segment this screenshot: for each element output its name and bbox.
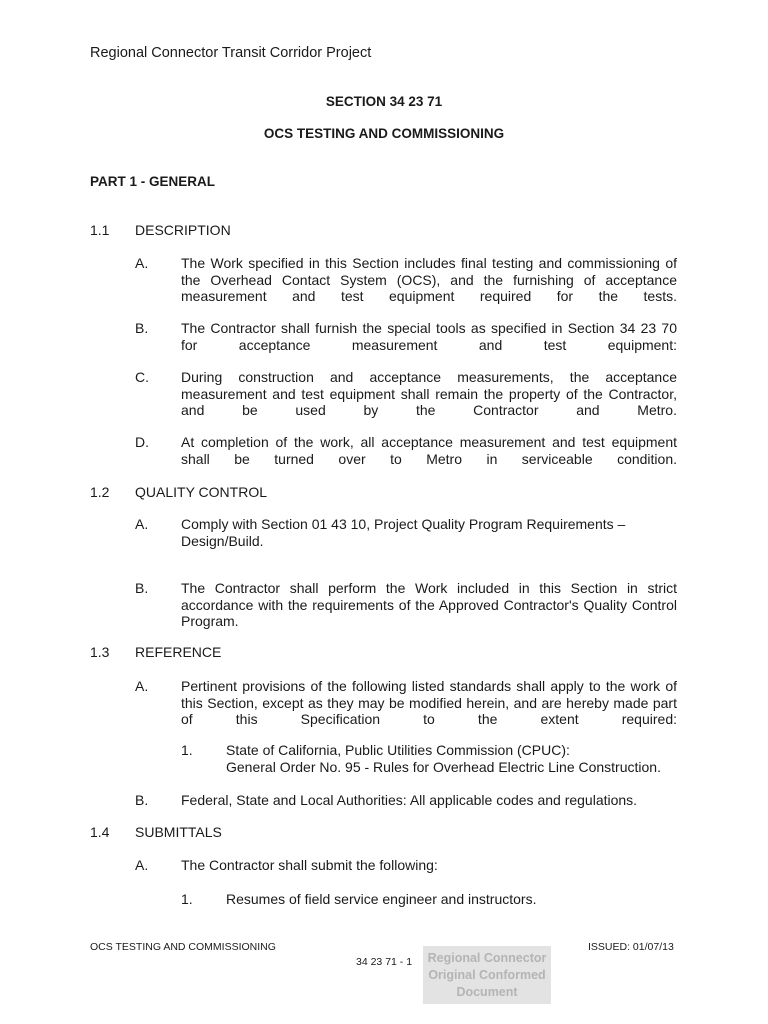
subparagraph-text: Resumes of field service engineer and instructors. [226,891,537,907]
subparagraph-line: General Order No. 95 - Rules for Overhead Electric Line Construction. [226,759,661,775]
paragraph-letter: A. [135,678,149,694]
conformed-document-stamp [423,946,551,1004]
article-title: SUBMITTALS [135,824,222,840]
subparagraph-text [226,742,661,776]
article-number: 1.4 [90,824,110,840]
article-title: REFERENCE [135,644,222,660]
footer-section-title: OCS TESTING AND COMMISSIONING [90,941,276,953]
paragraph-letter: A. [135,516,149,532]
stamp-line: Document [456,985,518,999]
paragraph-text: During construction and acceptance measurements, the acceptance measurement and test equipment shall remain the property of the Contractor, and be used by the Contractor and Metro. [181,369,677,418]
article-number: 1.1 [90,222,110,238]
paragraph-line: Design/Build. [181,532,264,549]
subparagraph-number: 1. [181,742,193,758]
paragraph-text [181,516,677,549]
paragraph-text: The Contractor shall perform the Work included in this Section in strict accordance with the requirements of the Approved Contractor's Quality Control Program. [181,580,677,629]
section-title: OCS TESTING AND COMMISSIONING [263,126,505,141]
section-number: SECTION 34 23 71 [325,94,443,109]
paragraph-letter: B. [135,792,149,808]
article-title: QUALITY CONTROL [135,484,267,500]
paragraph-text: Federal, State and Local Authorities: All applicable codes and regulations. [181,792,638,808]
project-header: Regional Connector Transit Corridor Project [90,45,372,61]
paragraph-line: Comply with Section 01 43 10, Project Quality Program Requirements – [181,516,626,532]
page-number: 34 23 71 - 1 [356,956,413,968]
stamp-line: Regional Connector [427,951,547,965]
paragraph-letter: D. [135,434,149,450]
paragraph-letter: A. [135,857,149,873]
stamp-line: Original Conformed [428,968,546,982]
issued-date: ISSUED: 01/07/13 [588,941,674,953]
article-title: DESCRIPTION [135,222,231,238]
paragraph-letter: B. [135,320,149,336]
paragraph-text: At completion of the work, all acceptance measurement and test equipment shall be turned over to Metro in serviceable condition. [181,434,677,467]
paragraph-text: The Work specified in this Section includes final testing and commissioning of the Overhead Contact System (OCS), and the furnishing of acceptance measurement and test equipment required for the tests. [181,255,677,304]
article-number: 1.2 [90,484,110,500]
article-number: 1.3 [90,644,110,660]
paragraph-letter: A. [135,255,149,271]
paragraph-text: The Contractor shall submit the following: [181,857,438,873]
part-heading: PART 1 - GENERAL [90,174,216,189]
paragraph-letter: C. [135,369,149,385]
subparagraph-number: 1. [181,891,193,907]
subparagraph-line: State of California, Public Utilities Commission (CPUC): [226,742,570,758]
paragraph-letter: B. [135,580,149,596]
paragraph-text: The Contractor shall furnish the special tools as specified in Section 34 23 70 for acceptance measurement and test equipment: [181,320,677,353]
paragraph-text: Pertinent provisions of the following listed standards shall apply to the work of this Section, except as they may be modified herein, and are hereby made part of this Specification to the extent required: [181,678,677,727]
